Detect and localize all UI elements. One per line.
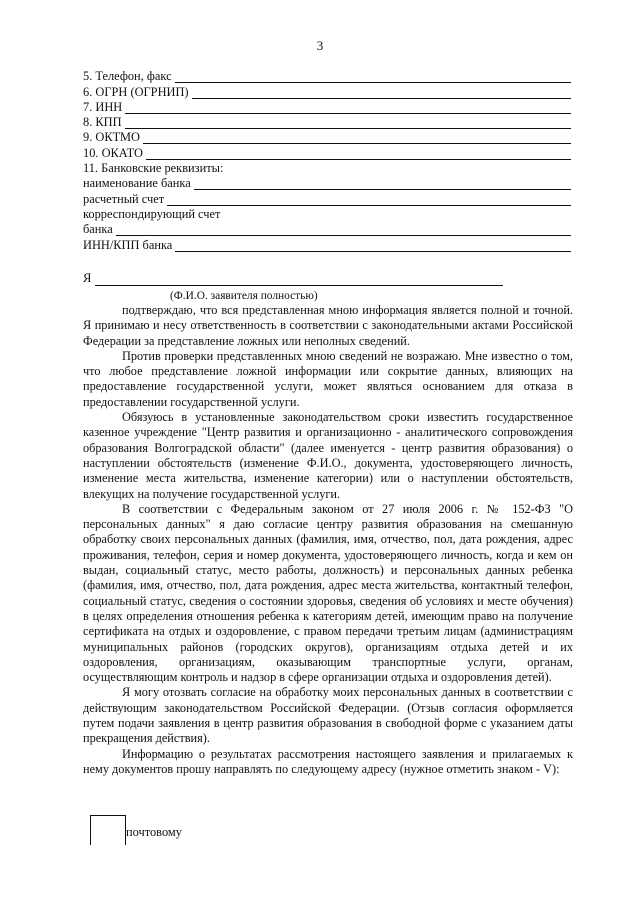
field-label: 7. ИНН <box>83 99 123 114</box>
fill-line[interactable] <box>116 224 571 236</box>
fill-line[interactable] <box>175 71 571 83</box>
field-label: корреспондирующий счет <box>83 206 221 221</box>
section-heading: 11. Банковские реквизиты: <box>83 161 224 176</box>
field-label: наименование банка <box>83 176 191 191</box>
applicant-name-field <box>83 271 503 286</box>
paragraph: В соответствии с Федеральным законом от 27 июля 2006 г. № 152-ФЗ "О персональных данных" я даю согласие центру развития образования на смешанную обработку своих персональных данных (фамилия, имя, отчество, пол, дата рождения, адрес проживания, телефон, серия и номер документа, удостоверяющего личность, когда и кем он выдан, социальный статус, место работы, должность) и персональных данных ребенка (фамилия, имя, отчество, пол, дата рождения, адрес места жительства, контактный телефон, социальный статус, сведения о состоянии здоровья, сведения об условиях и месте обучения) в целях определения отношения ребенка к категориям детей, имеющим право на получение сертификата на отдых и оздоровление, с правом передачи третьим лицам (администрациям муниципальных районов (городских округов), организациям отдыха детей и их оздоровления, организациям, оказывающим транспортные услуги, органам, осуществляющим контроль и надзор в сфере организации отдыха и оздоровления детей). <box>83 501 573 685</box>
fill-line[interactable] <box>146 148 571 160</box>
field-label: 8. КПП <box>83 115 122 130</box>
field-phone <box>83 68 571 83</box>
field-label: 5. Телефон, факс <box>83 69 172 84</box>
field-inn <box>83 99 571 114</box>
option-label: почтовому <box>126 825 182 839</box>
field-account <box>83 190 571 205</box>
paragraph: Обязуюсь в установленные законодательством сроки известить государственное казенное учреждение "Центр развития и организационно - аналитического сопровождения образования Волгоградской области" (далее именуется - центр развития образования) о наступлении обстоятельств (изменение Ф.И.О., документа, удостоверяющего личность, изменение места жительства, изменение категории) или о наступлении обстоятельств, влекущих на получение государственной услуги. <box>83 410 573 501</box>
fill-line[interactable] <box>95 274 503 286</box>
fill-line[interactable] <box>143 132 571 144</box>
field-label: банка <box>83 222 113 237</box>
paragraph: Информацию о результатах рассмотрения настоящего заявления и прилагаемых к нему документов прошу направлять по следующему адресу (нужное отметить знаком - V): <box>83 746 573 776</box>
checkbox[interactable] <box>90 815 126 845</box>
field-label: ИНН/КПП банка <box>83 237 173 252</box>
fill-line[interactable] <box>194 178 571 190</box>
fill-line[interactable] <box>192 87 571 99</box>
paragraph: Против проверки представленных мною сведений не возражаю. Мне известно о том, что любое представление ложной информации или сокрытие данных, влияющих на предоставление государственной услуги, может являться основанием для отказа в предоставлении государственной услуги. <box>83 348 573 409</box>
field-label: 9. ОКТМО <box>83 130 140 145</box>
field-corr-account <box>83 206 571 221</box>
field-kpp <box>83 114 571 129</box>
fill-line[interactable] <box>175 240 571 252</box>
declaration-text <box>83 303 573 777</box>
applicant-caption: (Ф.И.О. заявителя полностью) <box>170 290 318 302</box>
field-label: 10. ОКАТО <box>83 145 144 160</box>
field-ogrn <box>83 83 571 98</box>
field-bank-inn-kpp <box>83 236 571 251</box>
delivery-option-postal <box>90 815 225 851</box>
paragraph: Я могу отозвать согласие на обработку моих персональных данных в соответствии с действующим законодательством Российской Федерации. (Отзыв согласия оформляется путем подачи заявления в центр развития образования в свободной форме с указанием даты прекращения действия). <box>83 685 573 746</box>
requisites-form <box>83 68 571 252</box>
field-bank-details-heading <box>83 160 571 175</box>
page-number: 3 <box>316 38 324 53</box>
field-corr-account-bank <box>83 221 571 236</box>
field-label: расчетный счет <box>83 191 165 206</box>
field-label: 6. ОГРН (ОГРНИП) <box>83 84 189 99</box>
fill-line[interactable] <box>167 194 571 206</box>
fill-line[interactable] <box>125 102 571 114</box>
field-bank-name <box>83 175 571 190</box>
field-okato <box>83 144 571 159</box>
applicant-prefix: Я <box>83 271 92 285</box>
field-oktmo <box>83 129 571 144</box>
paragraph: подтверждаю, что вся представленная мною информация является полной и точной. Я принимаю и несу ответственность в соответствии с законодательными актами Российской Федерации за представление ложных или неполных сведений. <box>83 303 573 348</box>
fill-line[interactable] <box>125 117 571 129</box>
